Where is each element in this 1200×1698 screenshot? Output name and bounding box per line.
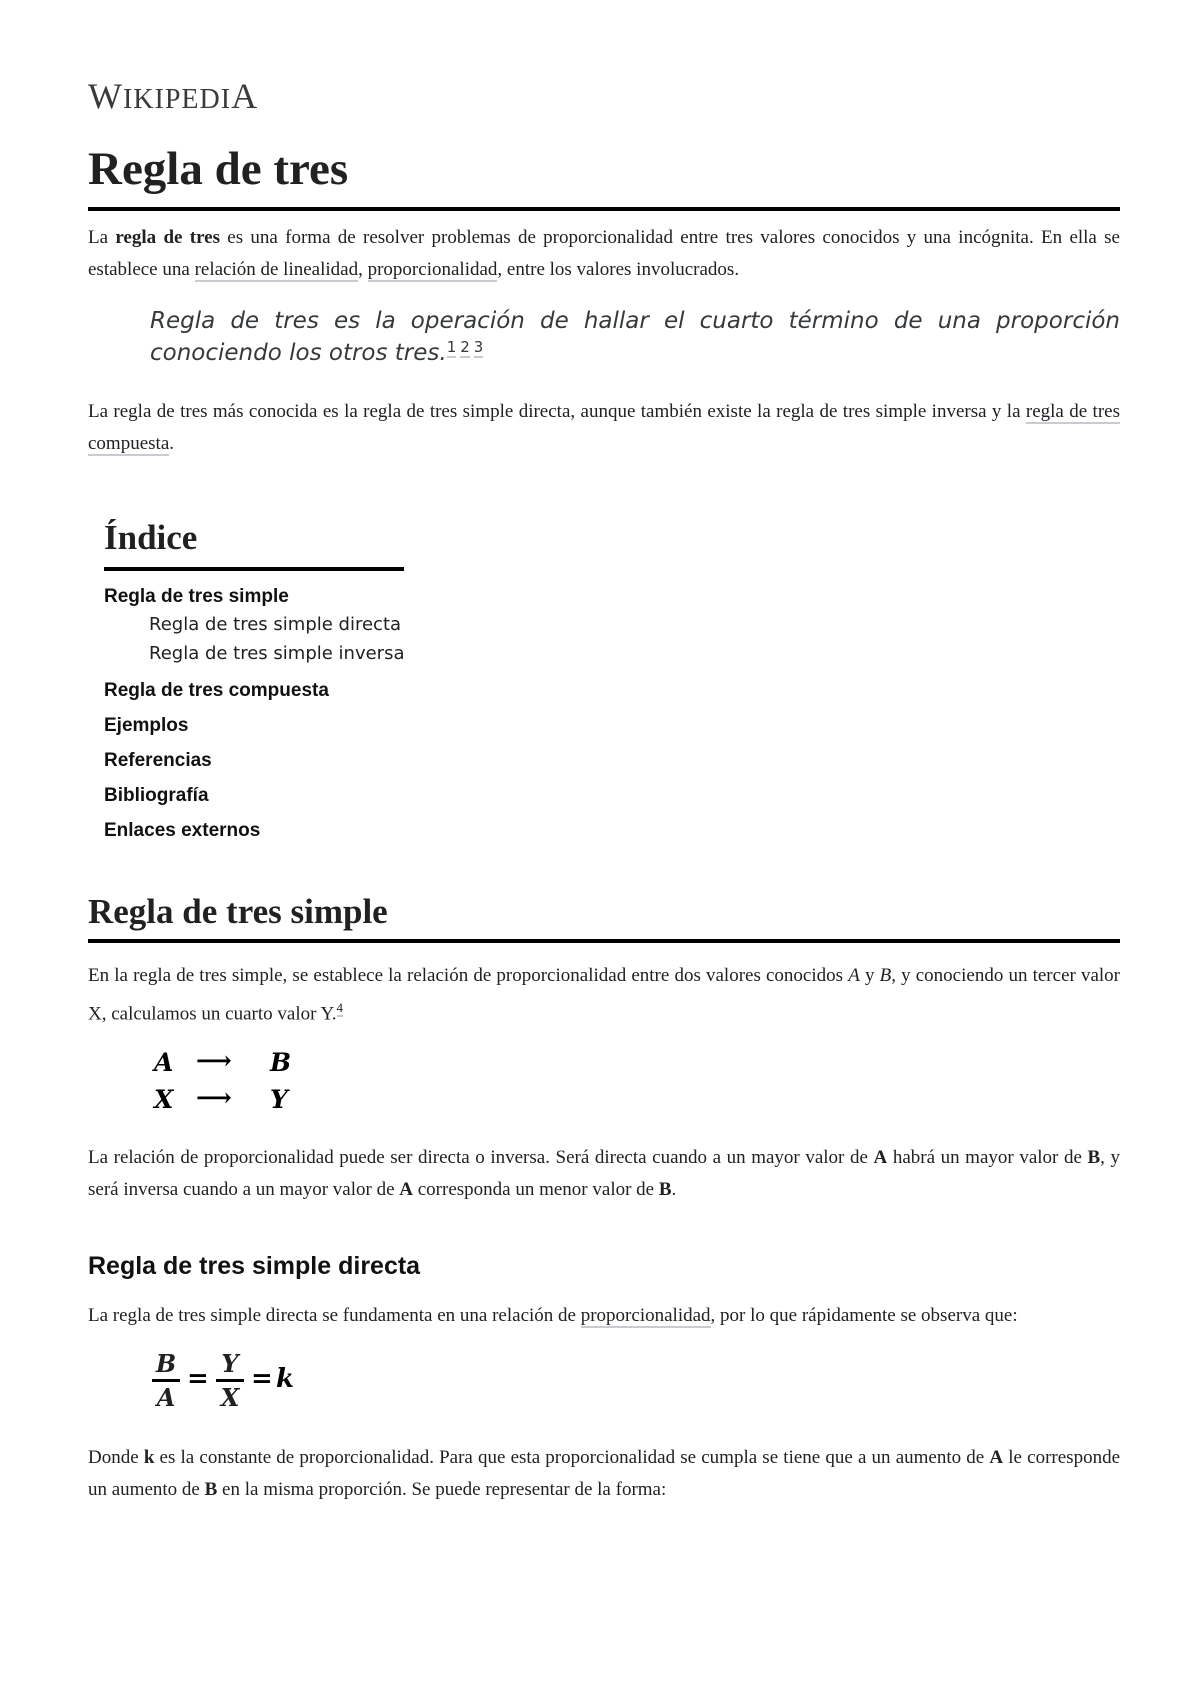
arrow-icon: ⟶ — [196, 1046, 232, 1075]
toc-title: Índice — [104, 520, 404, 571]
quote-text: Regla de tres es la operación de hallar el cuarto término de una proporción conociendo los otros tres. — [150, 308, 1120, 366]
toc-subitem-inversa[interactable]: Regla de tres simple inversa — [149, 643, 405, 664]
definition-quote — [150, 305, 1120, 369]
fraction-y-over-x — [216, 1350, 244, 1412]
wikipedia-logo[interactable] — [88, 78, 258, 114]
toc-item-referencias[interactable]: Referencias — [104, 750, 212, 771]
section1-paragraph-1 — [88, 960, 1120, 1030]
fraction-b-over-a — [152, 1350, 180, 1412]
section1-paragraph-2 — [88, 1142, 1120, 1206]
equals-sign: = — [187, 1364, 209, 1394]
link-proporcionalidad[interactable]: proporcionalidad — [367, 259, 498, 280]
var-b: B — [658, 1179, 672, 1200]
table-of-contents — [104, 518, 405, 841]
var-b: B — [879, 965, 892, 986]
ref-link-1[interactable]: 1 — [446, 338, 457, 356]
text: La — [88, 227, 116, 248]
arrow-icon: ⟶ — [196, 1083, 232, 1112]
denominator-a: A — [156, 1383, 176, 1412]
text: habrá un mayor valor de — [887, 1147, 1088, 1168]
section-heading-directa: Regla de tres simple directa — [88, 1252, 421, 1280]
text: , por lo que rápidamente se observa que: — [710, 1305, 1018, 1326]
denominator-x: X — [220, 1383, 240, 1412]
text: le corresponde un aumento de — [88, 1447, 1120, 1500]
toc-item-bibliografia[interactable]: Bibliografía — [104, 785, 209, 806]
scheme-b: B — [270, 1048, 292, 1077]
text: La regla de tres más conocida es la regla de tres simple directa, aunque también existe la regla de tres simple inversa y la — [88, 401, 1026, 422]
var-a: A — [848, 965, 860, 986]
var-b: B — [1087, 1147, 1101, 1168]
text: es la constante de proporcionalidad. Para que esta proporcionalidad se cumpla se tiene que a un aumento de — [154, 1447, 990, 1468]
scheme-a: A — [154, 1048, 174, 1077]
var-a: A — [989, 1447, 1004, 1468]
logo-letter-w: W — [88, 76, 123, 116]
toc-item-enlaces-externos[interactable]: Enlaces externos — [104, 820, 261, 841]
section2-paragraph-2 — [88, 1442, 1120, 1506]
intro-paragraph — [88, 222, 1120, 286]
scheme-x: X — [154, 1085, 174, 1114]
text: corresponda un menor valor de — [413, 1179, 659, 1200]
numerator-y: Y — [221, 1349, 239, 1378]
quote-refs — [447, 338, 488, 356]
text: , entre los valores involucrados. — [497, 259, 740, 280]
logo-letter-a: A — [231, 76, 259, 116]
constant-k: k — [276, 1364, 295, 1394]
text: En la regla de tres simple, se establece la relación de proporcionalidad entre dos valores conocidos — [88, 965, 849, 986]
var-a: A — [399, 1179, 413, 1200]
text: . — [169, 433, 175, 454]
numerator-b: B — [155, 1349, 177, 1378]
ref-link-4[interactable]: 4 — [336, 1000, 344, 1015]
section2-paragraph-1 — [88, 1300, 1120, 1332]
var-a: A — [873, 1147, 888, 1168]
proportion-scheme — [154, 1048, 314, 1128]
toc-item-ejemplos[interactable]: Ejemplos — [104, 715, 189, 736]
text: , y conociendo un tercer valor X, calculamos un cuarto valor Y. — [88, 965, 1121, 1025]
link-proporcionalidad-2[interactable]: proporcionalidad — [580, 1305, 711, 1326]
toc-item-compuesta[interactable]: Regla de tres compuesta — [104, 680, 329, 701]
link-relacion-de-linealidad[interactable]: relación de linealidad — [194, 259, 359, 280]
text: y — [859, 965, 880, 986]
text: Donde — [88, 1447, 144, 1468]
section-heading-regla-de-tres-simple: Regla de tres simple — [88, 894, 1120, 943]
ref-link-2[interactable]: 2 — [460, 338, 470, 356]
link-regla-de-tres-compuesta[interactable]: regla de tres compuesta — [88, 401, 1120, 454]
text: , — [358, 259, 368, 280]
text: La regla de tres simple directa se fundamenta en una relación de — [88, 1305, 581, 1326]
ref-link-3[interactable]: 3 — [473, 338, 484, 356]
text: La relación de proporcionalidad puede ser directa o inversa. Será directa cuando a un mayor valor de — [88, 1147, 874, 1168]
toc-subitem-directa[interactable]: Regla de tres simple directa — [149, 614, 402, 635]
text: . — [671, 1179, 677, 1200]
var-k: k — [143, 1447, 155, 1468]
fraction-bar — [152, 1379, 180, 1382]
toc-item-regla-de-tres-simple[interactable]: Regla de tres simple — [104, 586, 289, 607]
page-title: Regla de tres — [88, 146, 1120, 211]
term-bold: regla de tres — [115, 227, 220, 248]
intro-paragraph-2 — [88, 396, 1120, 460]
var-b: B — [204, 1479, 218, 1500]
fraction-bar — [216, 1379, 244, 1382]
text: , y será inversa cuando a un mayor valor de — [88, 1147, 1120, 1200]
text: es una forma de resolver problemas de proporcionalidad entre tres valores conocidos y una incógnita. En ella se establece una — [88, 227, 1120, 280]
equals-sign: = — [251, 1364, 273, 1394]
logo-letters: IKIPEDI — [122, 84, 232, 115]
text: en la misma proporción. Se puede representar de la forma: — [217, 1479, 667, 1500]
scheme-y: Y — [270, 1085, 288, 1114]
ratio-formula — [152, 1350, 352, 1420]
